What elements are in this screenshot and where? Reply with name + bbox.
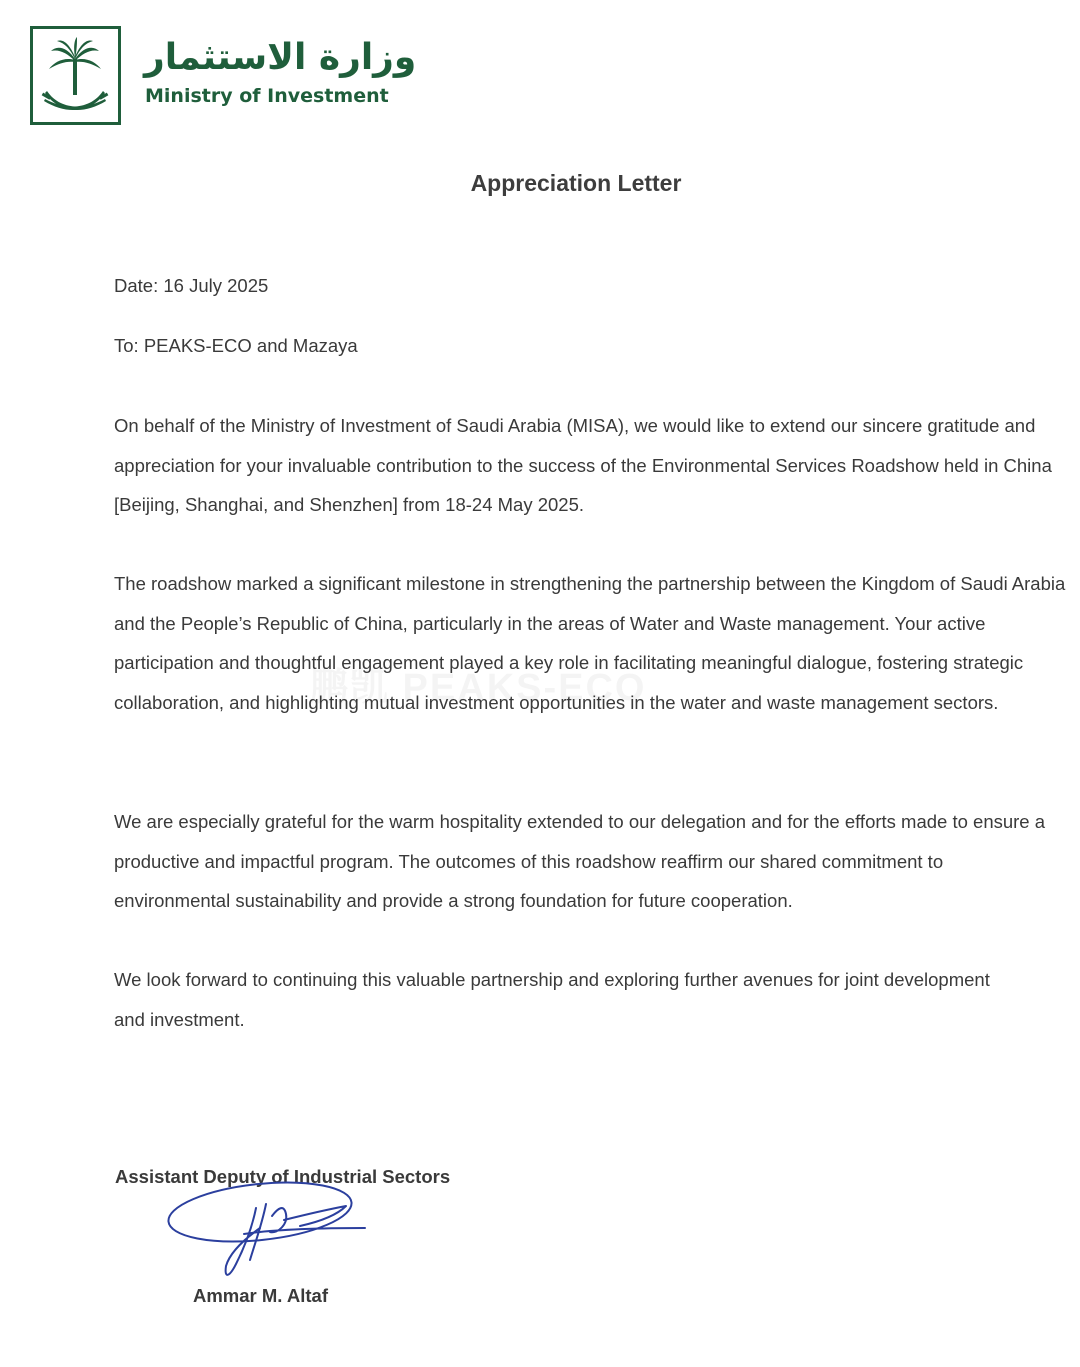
- signatory-name: Ammar M. Altaf: [193, 1285, 329, 1306]
- body-paragraph-3: We are especially grateful for the warm hospitality extended to our delegation and for the efforts made to ensure a productive and impactful program. The outcomes of this roadshow reaffirm our shared commitment to environmental sustainability and provide a strong foundation for future cooperation.: [114, 811, 1046, 912]
- watermark: [310, 656, 646, 711]
- letter-title: Appreciation Letter: [470, 170, 682, 196]
- signatory-title: Assistant Deputy of Industrial Sectors: [115, 1166, 451, 1187]
- ministry-logo: [30, 26, 121, 125]
- palm-and-swords-emblem-icon: [33, 29, 118, 122]
- ministry-english-name: Ministry of Investment: [145, 85, 389, 107]
- handwritten-signature: [160, 1168, 380, 1288]
- letter-recipient: To: PEAKS-ECO and Mazaya: [114, 335, 358, 356]
- ministry-arabic-name: وزارة الاستثمار: [144, 37, 417, 78]
- body-paragraph-2: The roadshow marked a significant milestone in strengthening the partnership between the Kingdom of Saudi Arabia and the People’s Republic of China, particularly in the areas of Water and Waste management. Your active participation and thoughtful engagement played a key role in facilitating meaningful dialogue, fostering strategic collaboration, and highlighting mutual investment opportunities in the water and waste management sectors.: [114, 573, 1066, 713]
- body-paragraph-4: We look forward to continuing this valuable partnership and exploring further avenues for joint development and investment.: [114, 969, 990, 1030]
- body-paragraph-1: On behalf of the Ministry of Investment of Saudi Arabia (MISA), we would like to extend our sincere gratitude and appreciation for your invaluable contribution to the success of the Environmental Services Roadshow held in China [Beijing, Shanghai, and Shenzhen] from 18-24 May 2025.: [114, 415, 1052, 516]
- letter-date: Date: 16 July 2025: [114, 275, 269, 296]
